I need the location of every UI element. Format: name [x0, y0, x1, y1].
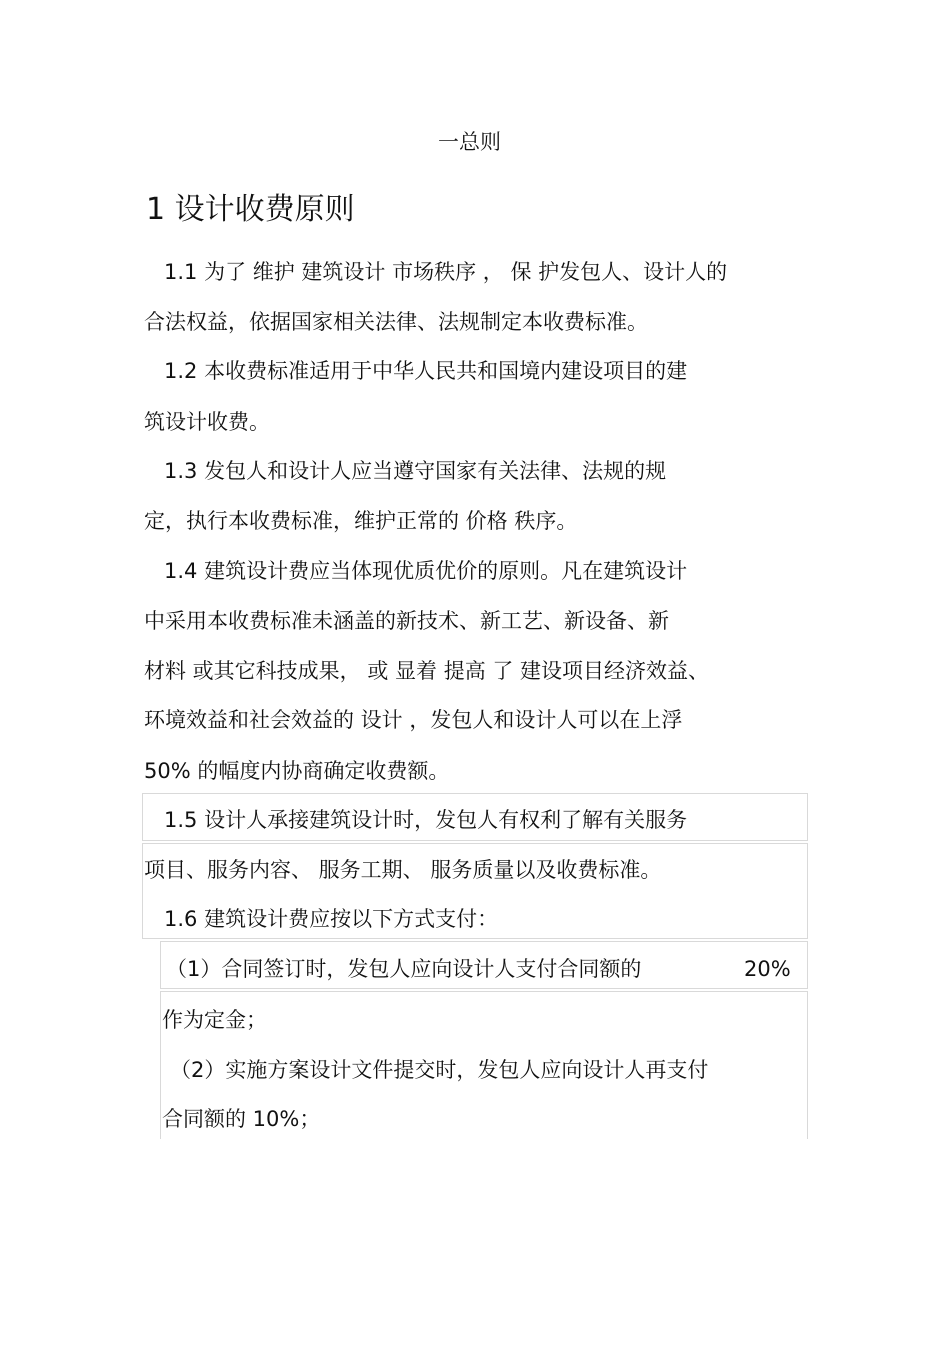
- paragraph-line: 材料 或其它科技成果， 或 显着 提高 了 建设项目经济效益、: [144, 659, 710, 683]
- list-item-percent: 20%: [744, 957, 791, 981]
- list-item-text: （2）实施方案设计文件提交时，发包人应向设计人再支付: [170, 1058, 709, 1082]
- paragraph-line: 1.6 建筑设计费应按以下方式支付：: [164, 907, 499, 931]
- paragraph-line: 50% 的幅度内协商确定收费额。: [144, 759, 450, 783]
- list-item-text: （1）合同签订时，发包人应向设计人支付合同额的: [166, 957, 642, 981]
- paragraph-line: 环境效益和社会效益的 设计 ，发包人和设计人可以在上浮: [144, 708, 683, 732]
- page-title: 一总则: [438, 130, 501, 154]
- paragraph-line: 定，执行本收费标准，维护正常的 价格 秩序。: [144, 509, 578, 533]
- paragraph-line: 合法权益，依据国家相关法律、法规制定本收费标准。: [144, 310, 648, 334]
- paragraph-line: 1.4 建筑设计费应当体现优质优价的原则。凡在建筑设计: [164, 559, 688, 583]
- paragraph-line: 1.5 设计人承接建筑设计时，发包人有权利了解有关服务: [164, 808, 688, 832]
- paragraph-line: 项目、服务内容、 服务工期、 服务质量以及收费标准。: [144, 858, 662, 882]
- paragraph-line: 1.2 本收费标准适用于中华人民共和国境内建设项目的建: [164, 359, 688, 383]
- section-heading: 1 设计收费原则: [146, 192, 355, 227]
- list-item-text: 作为定金；: [162, 1008, 267, 1032]
- list-item-text: 合同额的 10%；: [162, 1107, 321, 1131]
- paragraph-line: 1.3 发包人和设计人应当遵守国家有关法律、法规的规: [164, 459, 667, 483]
- paragraph-line: 1.1 为了 维护 建筑设计 市场秩序 ， 保 护发包人、设计人的: [164, 260, 728, 284]
- paragraph-line: 筑设计收费。: [144, 410, 270, 434]
- paragraph-line: 中采用本收费标准未涵盖的新技术、新工艺、新设备、新: [144, 609, 669, 633]
